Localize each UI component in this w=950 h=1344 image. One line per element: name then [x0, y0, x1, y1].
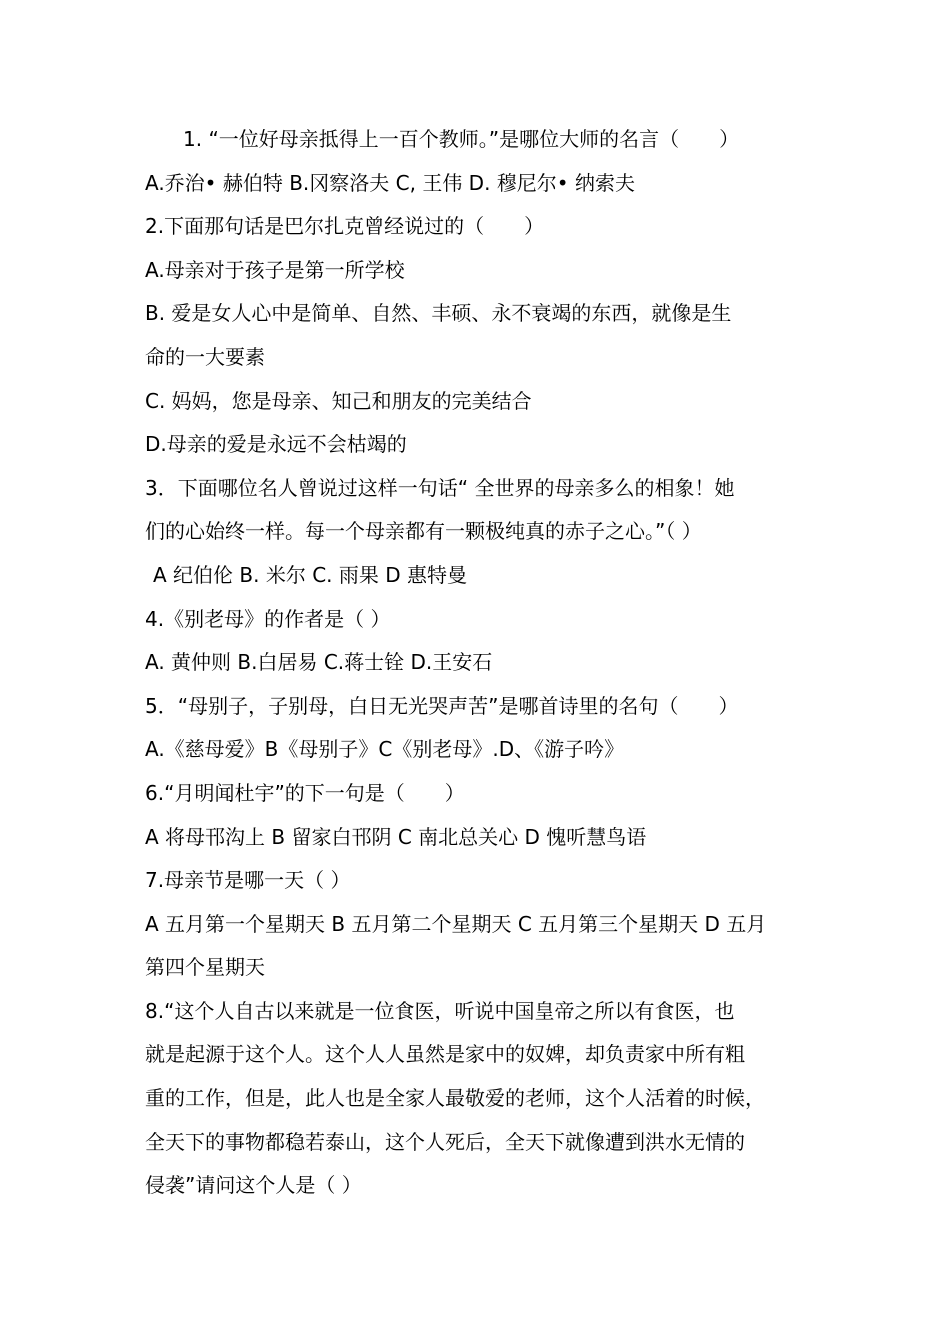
question-2-option-b-continued: 命的一大要素 [145, 344, 265, 369]
question-3-continued: 们的心始终一样。每一个母亲都有一颗极纯真的赤子之心。”（ ） [145, 519, 702, 544]
question-2-option-a: A.母亲对于孩子是第一所学校 [145, 257, 405, 282]
question-3-options: A 纪伯伦 B. 米尔 C. 雨果 D 惠特曼 [153, 562, 467, 587]
question-2-option-c: C. 妈妈，您是母亲、知己和朋友的完美结合 [145, 388, 532, 413]
question-8-line-4: 全天下的事物都稳若泰山，这个人死后，全天下就像遭到洪水无情的 [145, 1129, 745, 1154]
question-7-options-continued: 第四个星期天 [145, 955, 265, 980]
question-4-options: A. 黄仲则 B.白居易 C.蒋士铨 D.王安石 [145, 650, 493, 675]
quiz-text-block [145, 118, 810, 1208]
question-1: 1. “一位好母亲抵得上一百个教师。”是哪位大师的名言（ ） [183, 127, 740, 151]
question-4: 4.《别老母》的作者是（ ） [145, 606, 391, 631]
question-7-options: A 五月第一个星期天 B 五月第二个星期天 C 五月第三个星期天 D 五月 [145, 911, 767, 936]
question-8: 8.“这个人自古以来就是一位食医，听说中国皇帝之所以有食医，也 [145, 998, 735, 1023]
question-2: 2.下面那句话是巴尔扎克曾经说过的（ ） [145, 214, 545, 239]
question-2-option-b: B. 爱是女人心中是简单、自然、丰硕、永不衰竭的东西，就像是生 [145, 301, 732, 326]
question-1-options: A.乔治• 赫伯特 B.冈察洛夫 C, 王伟 D. 穆尼尔• 纳索夫 [145, 170, 635, 195]
question-3: 3．下面哪位名人曾说过这样一句话“ 全世界的母亲多么的相象！她 [145, 475, 735, 500]
question-5: 5．“母别子，子别母，白日无光哭声苦”是哪首诗里的名句（ ） [145, 693, 739, 718]
question-5-options: A.《慈母爱》B《母别子》C《别老母》.D、《游子吟》 [145, 737, 625, 762]
question-6: 6.“月明闻杜宇”的下一句是（ ） [145, 780, 465, 805]
question-7: 7.母亲节是哪一天（ ） [145, 868, 351, 893]
question-6-options: A 将母邗沟上 B 留家白邗阴 C 南北总关心 D 愧听慧鸟语 [145, 824, 647, 849]
question-8-line-2: 就是起源于这个人。这个人人虽然是家中的奴婢，却负责家中所有粗 [145, 1042, 745, 1067]
question-8-line-5: 侵袭”请问这个人是（ ） [145, 1173, 362, 1198]
question-2-option-d: D.母亲的爱是永远不会枯竭的 [145, 432, 407, 457]
question-8-line-3: 重的工作，但是，此人也是全家人最敬爱的老师，这个人活着的时候， [145, 1086, 765, 1111]
